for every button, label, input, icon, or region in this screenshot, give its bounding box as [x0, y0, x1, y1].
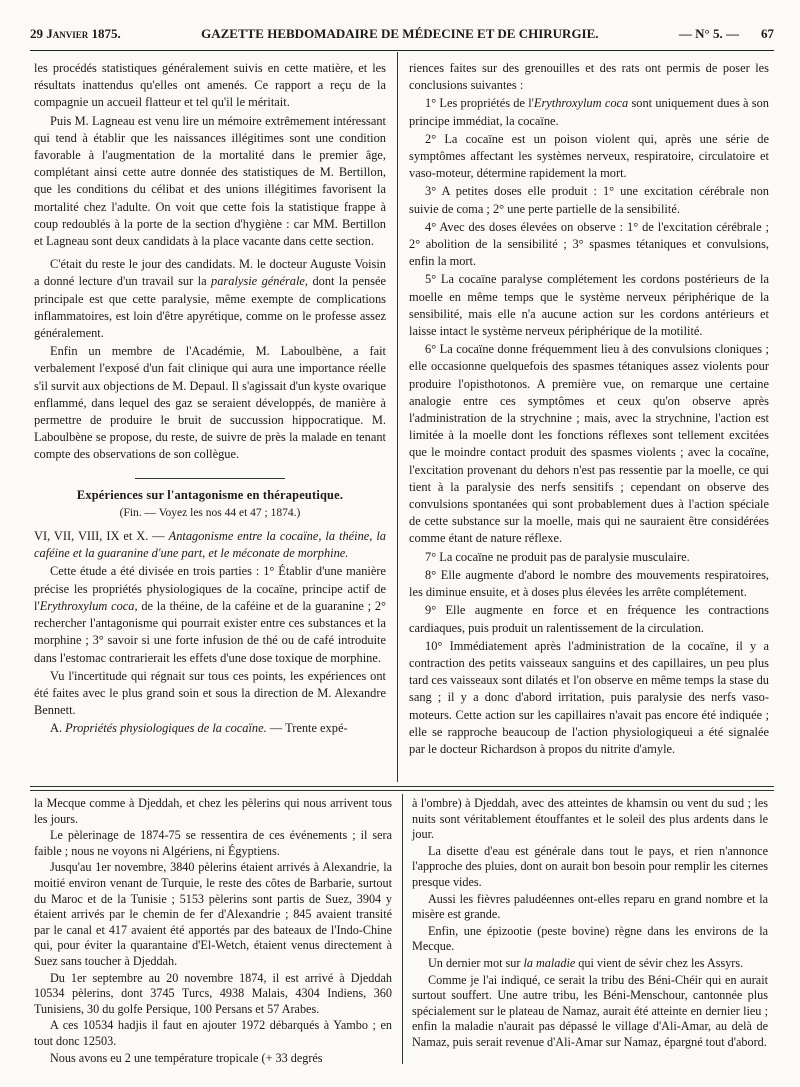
paragraph: Nous avons eu 2 une température tropicale (+ 33 degrés — [50, 1050, 323, 1065]
header-rule — [30, 50, 774, 51]
page-header — [30, 26, 774, 48]
conclusion-8: 8° Elle augmente d'abord le nombre des mouvements respiratoires, les diminue ensuite, et à doses plus élevées les arrête complétement. — [409, 567, 769, 600]
section-rule — [135, 478, 285, 479]
paragraph: Du 1er septembre au 20 novembre 1874, il est arrivé à Djeddah 10534 pèlerins, dont 3745 Turcs, 4938 Malais, 4304 Indiens, 360 Tunisiens, 30 du golfe Persique, 100 Persans et 57 Arabes. — [34, 970, 392, 1016]
paragraph: Comme je l'ai indiqué, ce serait la tribu des Béni-Chéir qui en aurait surtout souffert. Une autre tribu, les Béni-Menschour, cantonnée plus spécialement sur le plateau de Namaz, aurait été atteinte en dernier lieu ; enfin la maladie n'aurait pas dépassé le village d'Ali-Amar, au delà de Namaz, puis serait revenue d'Ali-Amar sur Namaz, épargné tout d'abord. — [412, 972, 768, 1049]
paragraph: la Mecque comme à Djeddah, et chez les pèlerins qui nous arrivent tous les jours. — [34, 796, 392, 826]
conclusion-4: 4° Avec des doses élevées on observe : 1° de l'excitation cérébrale ; 2° abolition de la sensibilité ; 3° spasmes tétaniques et convulsions, enfin la mort. — [409, 219, 769, 269]
paragraph: A ces 10534 hadjis il faut en ajouter 1972 débarqués à Yambo ; en tout donc 12503. — [34, 1018, 392, 1048]
left-column — [34, 60, 386, 738]
header-date: 29 Janvier 1875. — [30, 26, 121, 41]
paragraph: les procédés statistiques généralement suivis en cette matière, et les résultats inattendus qu'elles ont amenés. Ce rapport a reçu de la compagnie un accueil flatteur et tel qu'il le méritait. — [34, 61, 386, 110]
paragraph: A. Propriétés physiologiques de la cocaïne. — Trente expé- — [50, 721, 348, 736]
right-column — [409, 60, 769, 758]
paragraph: riences faites sur des grenouilles et des rats ont permis de poser les conclusions suivantes : — [409, 61, 769, 93]
conclusion-5: 5° La cocaïne paralyse complétement les cordons postérieurs de la moelle en même temps que le système nerveux périphérique de la sensibilité, mais elle n'a aucune action sur les cordons antérieurs et laisse intact le système nerveux périphérique de la motilité. — [409, 272, 769, 339]
paragraph: Cette étude a été divisée en trois parties : 1° Établir d'une manière précise les propriétés physiologiques de la cocaïne, principe actif de l'Erythroxylum coca, de la théine, de la caféine et de la guaranine ; 2° rechercher l'antagonisme qui pourrait exister entre ces substances et la morphine ; 3° savoir si une forte infusion de thé ou de café introduite dans l'estomac contrarierait les effets d'une dose toxique de morphine. — [34, 564, 386, 665]
conclusion-2: 2° La cocaïne est un poison violent qui, après une série de symptômes affectant les systèmes nerveux, respiratoire, circulatoire et vaso-moteur, détermine rapidement la mort. — [409, 131, 769, 181]
section-subtitle: (Fin. — Voyez les nos 44 et 47 ; 1874.) — [119, 506, 301, 519]
column-divider-top — [397, 52, 398, 782]
paragraph: Vu l'incertitude qui régnait sur tous ces points, les expériences ont été faites avec le plus grand soin et sous la direction de M. Alexandre Bennett. — [34, 668, 386, 718]
bottom-left-column — [34, 796, 392, 1066]
header-title: GAZETTE HEBDOMADAIRE DE MÉDECINE ET DE CHIRURGIE. — [201, 26, 599, 41]
header-issue: — N° 5. — — [678, 26, 739, 41]
paragraph: Jusqu'au 1er novembre, 3840 pèlerins étaient arrivés à Alexandrie, la moitié environ venant de Turquie, le reste des côtes de Barbarie, surtout du Maroc et de la Tunisie ; 5153 pèlerins sont partis de Suez, 3904 y étaient arrivés par le chemin de fer d'Alexandrie ; 845 avaient transité par le canal et 417 avaient été apportés par des bateaux de l'Indo-Chine qui, pour éviter la quarantaine d'El-Wetch, étaient venus directement à Suez sans toucher à Djeddah. — [34, 860, 392, 968]
conclusion-1: 1° Les propriétés de l'Erythroxylum coca sont uniquement dues à son principe immédiat, la cocaïne. — [409, 96, 769, 128]
conclusion-3: 3° A petites doses elle produit : 1° une excitation cérébrale non suivie de coma ; 2° une perte partielle de la sensibilité. — [409, 184, 769, 216]
paragraph: C'était du reste le jour des candidats. M. le docteur Auguste Voisin a donné lecture d'un travail sur la paralysie générale, dont la pensée principale est que cette paralysie, même exempte de complications inflammatoires, est loin d'être apyrétique, comme on le professe assez généralement. — [34, 257, 386, 341]
section-divider-rule — [30, 786, 774, 787]
paragraph: Puis M. Lagneau est venu lire un mémoire extrêmement intéressant qui tend à établir que les naissances illégitimes sont une condition favorable à l'augmentation de la mortalité dans le premier âge, complétant ainsi cette autre donnée des statistiques de M. Bertillon, que les conditions du célibat et des unions illégitimes favorisent la mortalité chez l'adulte. On voit que cette fois la statistique frappe à coup redoublés à la porte de la section d'hygiène : car MM. Bertillon et Lagneau sont deux candidats à la place vacante dans cette section. — [34, 113, 386, 249]
header-page-number: 67 — [761, 26, 774, 41]
conclusion-7: 7° La cocaïne ne produit pas de paralysie musculaire. — [425, 549, 690, 564]
paragraph: La disette d'eau est générale dans tout le pays, et rien n'annonce l'approche des pluies, dont on aurait bon besoin pour remplir les citernes presque vides. — [412, 843, 768, 889]
section-heading: VI, VII, VIII, IX et X. — Antagonisme entre la cocaïne, la théine, la caféine et la guaranine d'une part, et le méconate de morphine. — [34, 529, 386, 561]
conclusion-10: 10° Immédiatement après l'administration de la cocaïne, il y a contraction des petits vaisseaux sanguins et des capillaires, un peu plus tard ces vaisseaux sont dilatés et l'on observe en même temps la stase du sang ; il y a donc d'abord irritation, puis paralysie des nerfs vaso-moteurs. Cette action sur les capillaires n'avait pas encore été indiquée ; elle se rapproche beaucoup de l'action physiologiqueui a été signalée par le docteur Richardson à propos du nitrite d'amyle. — [409, 638, 769, 756]
paragraph: Enfin un membre de l'Académie, M. Laboulbène, a fait verbalement l'exposé d'un fait clinique qui aura une importance réelle s'il survit aux objections de M. Depaul. Il s'agissait d'un kyste ovarique enflammé, dans lequel des gaz se seraient développés, de manière à permettre de produire le bruit de succussion hippocratique. M. Laboulbène se propose, du reste, de suivre de près la malade en tenant compte des observations de son collègue. — [34, 344, 386, 462]
paragraph: Enfin, une épizootie (peste bovine) règne dans les environs de la Mecque. — [412, 923, 768, 954]
paragraph: Aussi les fièvres paludéennes ont-elles reparu en grand nombre et la misère est grande. — [412, 891, 768, 922]
bottom-right-column — [412, 796, 768, 1051]
header-issue-page — [679, 26, 774, 42]
conclusion-6: 6° La cocaïne donne fréquemment lieu à des convulsions cloniques ; elle occasionne quelquefois des spasmes tétaniques assez violents pour produire l'opisthotonos. A première vue, on remarque une certaine analogie entre ces symptômes et ceux qu'on observe après l'administration de la strychnine ; mais, avec la strychnine, l'action est limitée à la moelle dont les fonctions réflexes sont tellement excitées que le moindre contact produit des spasmes violents ; avec la cocaïne, l'excitation provenant du dehors n'est pas ressentie par la moelle, ce qui tient à la paralysie des nerfs sensitifs ; cependant on observe des convulsions spontanées qui sont probablement dues à l'action spéciale de cette substance sur la moelle, mais qui ne sauraient être considérées comme étant de nature réflexe. — [409, 342, 769, 546]
section-divider-rule-2 — [30, 790, 774, 791]
paragraph: Un dernier mot sur la maladie qui vient de sévir chez les Assyrs. — [428, 955, 744, 970]
paragraph: Le pèlerinage de 1874-75 se ressentira de ces événements ; il sera faible ; nous ne voyons ni Algériens, ni Égyptiens. — [34, 828, 392, 858]
conclusion-9: 9° Elle augmente en force et en fréquence les contractions cardiaques, puis produit un ralentissement de la circulation. — [409, 603, 769, 635]
section-title: Expériences sur l'antagonisme en thérapeutique. — [76, 487, 344, 502]
paragraph: à l'ombre) à Djeddah, avec des atteintes de khamsin ou vent du sud ; les nuits sont véritablement étouffantes et le soleil des plus ardents dans le jour. — [412, 796, 768, 842]
column-divider-bottom — [402, 794, 403, 1064]
